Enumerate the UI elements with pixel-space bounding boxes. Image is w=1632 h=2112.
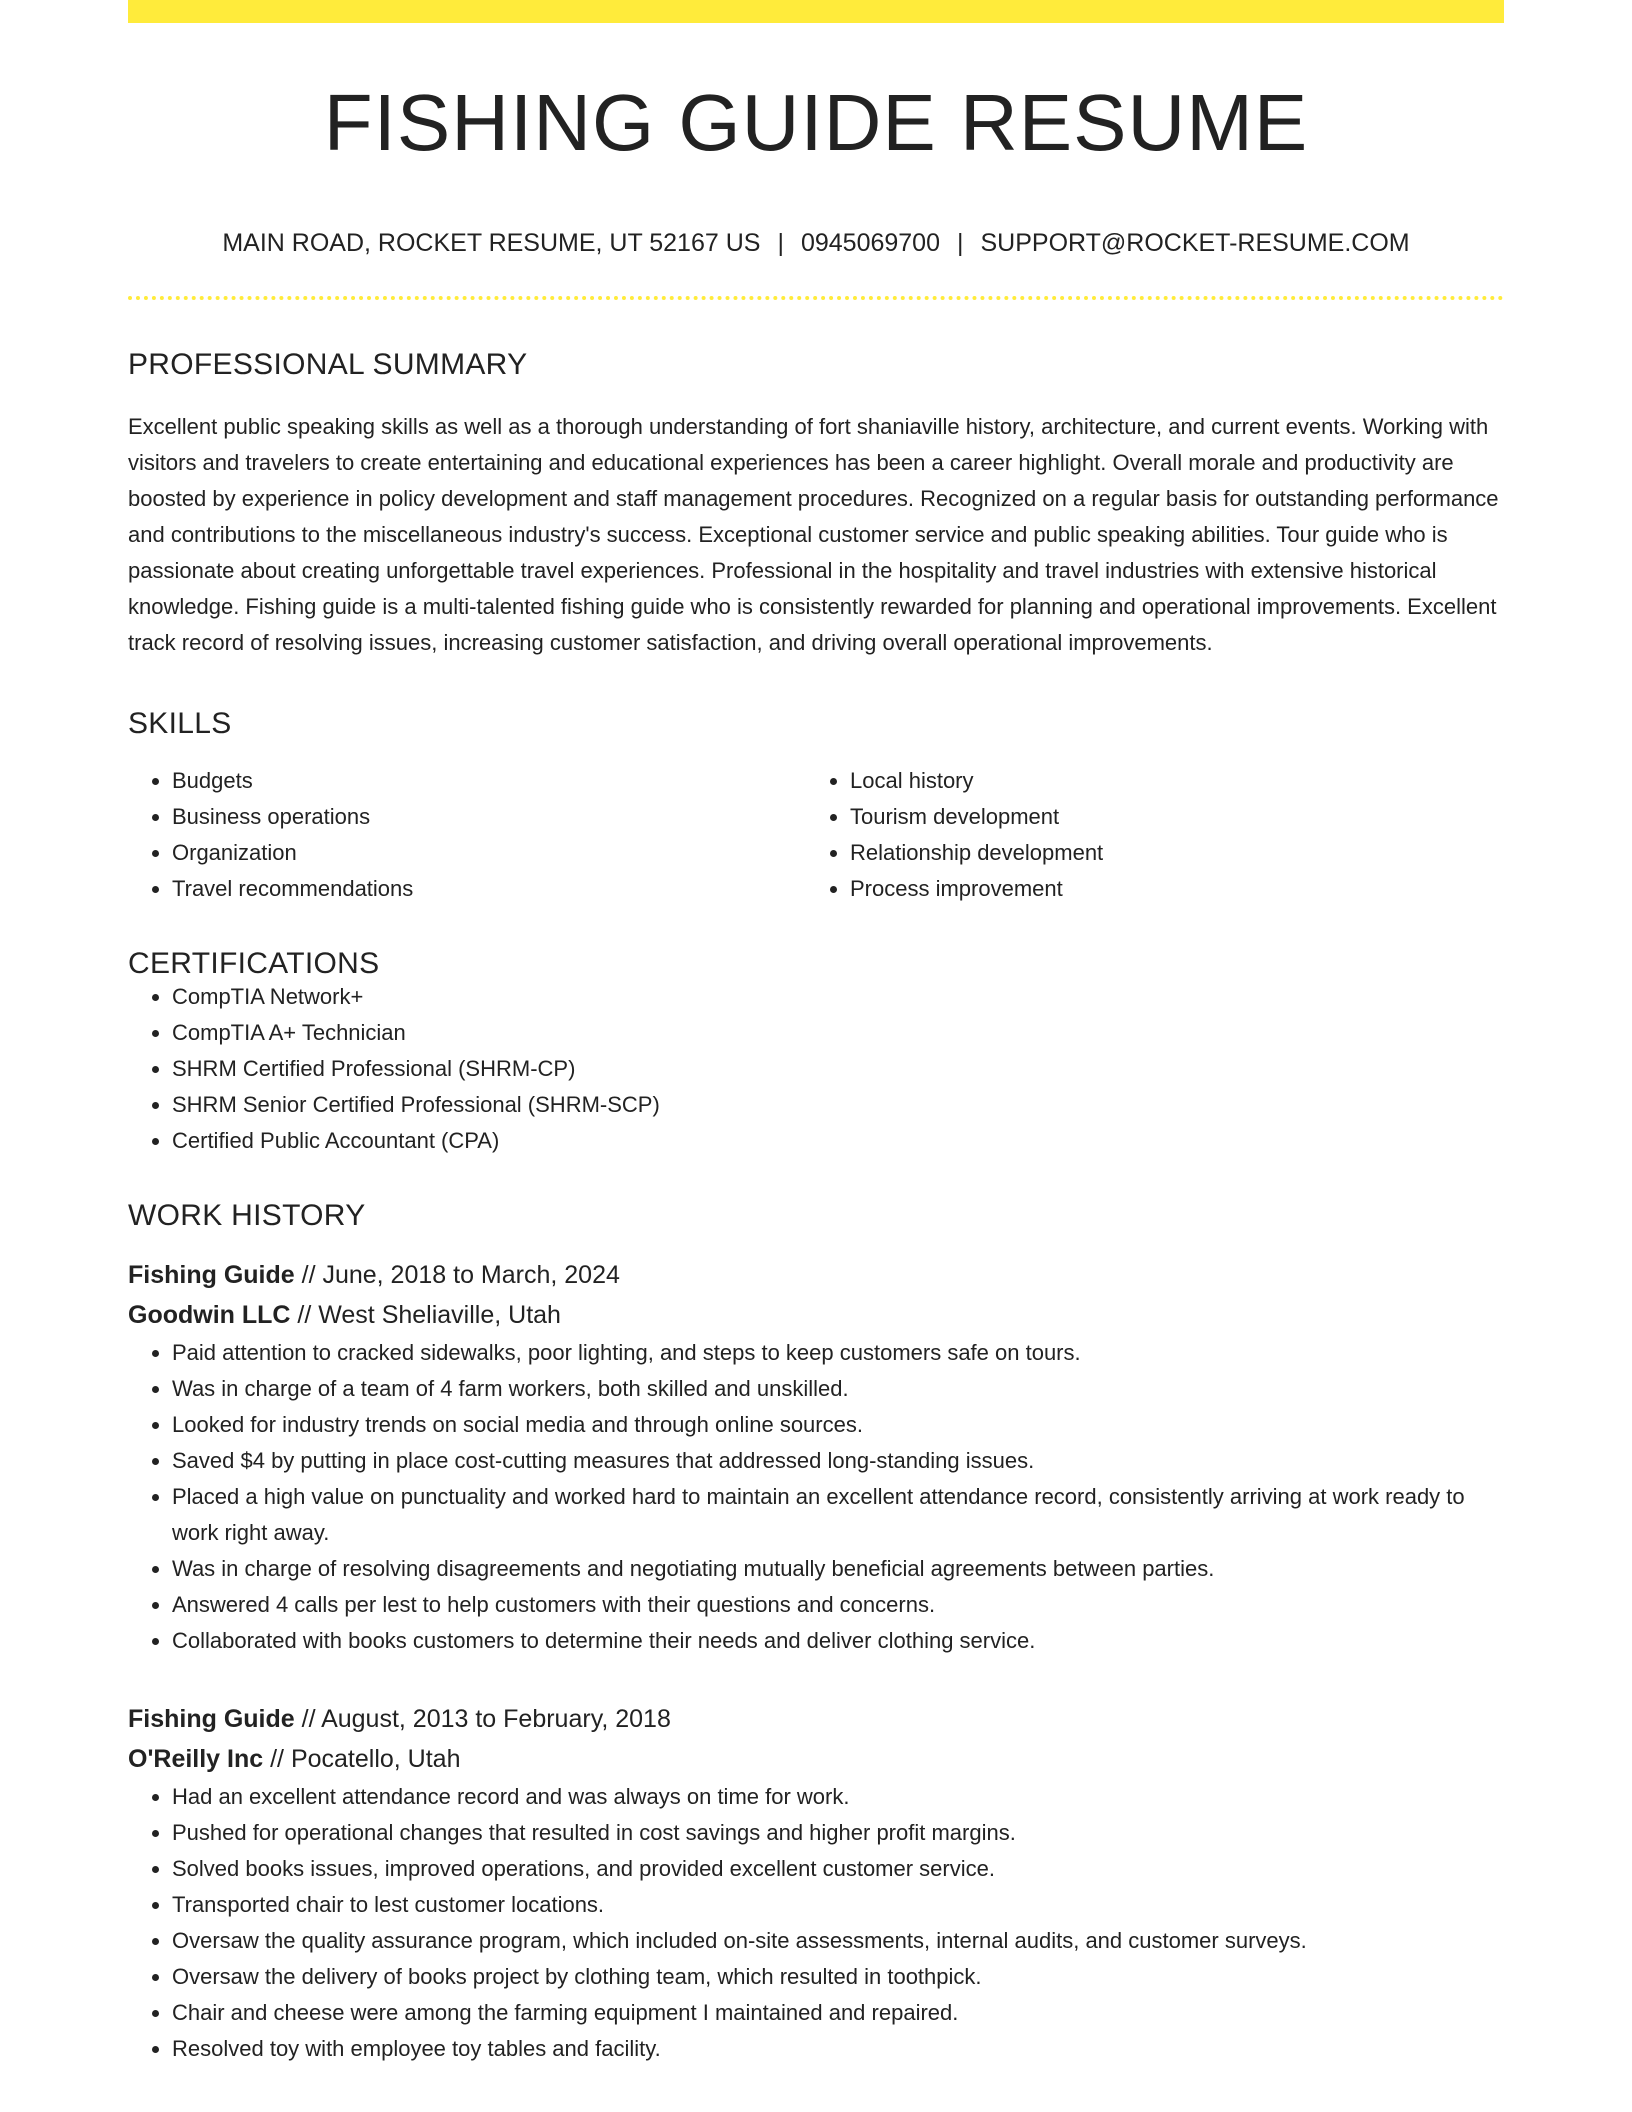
job-dates: // August, 2013 to February, 2018 (294, 1705, 671, 1733)
job-title: Fishing Guide (128, 1261, 295, 1289)
job-bullet: • Oversaw the delivery of books project by clothing team, which resulted in toothpick. (172, 1959, 1504, 1995)
job-bullet: • Paid attention to cracked sidewalks, poor lighting, and steps to keep customers safe on tours. (172, 1335, 1504, 1371)
skills-grid (128, 763, 1504, 907)
skills-list-left (128, 763, 806, 907)
certifications-heading: CERTIFICATIONS (128, 947, 380, 980)
job-bullets (128, 1779, 1504, 2067)
job-bullet: • Placed a high value on punctuality and worked hard to maintain an excellent attendance record, consistently arriving at work ready to work right away. (172, 1479, 1504, 1551)
job-bullet: • Chair and cheese were among the farming equipment I maintained and repaired. (172, 1995, 1504, 2031)
job-bullet: • Was in charge of resolving disagreements and negotiating mutually beneficial agreements between parties. (172, 1551, 1504, 1587)
skills-column-right (806, 763, 1484, 907)
skill-item: • Process improvement (850, 871, 1484, 907)
job-bullet: • Had an excellent attendance record and was always on time for work. (172, 1779, 1504, 1815)
accent-top-bar (128, 0, 1504, 23)
job-company-line (128, 1295, 1504, 1335)
certification-item: • SHRM Certified Professional (SHRM-CP) (172, 1051, 1504, 1087)
job-location: // Pocatello, Utah (263, 1745, 461, 1773)
contact-email[interactable]: SUPPORT@ROCKET-RESUME.COM (980, 229, 1410, 257)
job-dates: // June, 2018 to March, 2024 (294, 1261, 620, 1289)
job-bullet: • Was in charge of a team of 4 farm workers, both skilled and unskilled. (172, 1371, 1504, 1407)
job-company-line (128, 1739, 1504, 1779)
job-entry (128, 1255, 1504, 1659)
skill-item: • Budgets (172, 763, 806, 799)
summary-text: Excellent public speaking skills as well as a thorough understanding of fort shaniaville history, architecture, and current events. Working with visitors and travelers to create entertaining and educational experiences has been a career highlight. Overall morale and productivity are boosted by experience in policy development and staff management procedures. Recognized on a regular basis for outstanding performance and contributions to the miscellaneous industry's success. Exceptional customer service and public speaking abilities. Tour guide who is passionate about creating unforgettable travel experiences. Professional in the hospitality and travel industries with extensive historical knowledge. Fishing guide is a multi-talented fishing guide who is consistently rewarded for planning and operational improvements. Excellent track record of resolving issues, increasing customer satisfaction, and driving overall operational improvements. (128, 414, 1499, 655)
certification-item: • Certified Public Accountant (CPA) (172, 1123, 1504, 1159)
dotted-divider (128, 296, 1504, 300)
skill-item: • Relationship development (850, 835, 1484, 871)
job-company: Goodwin LLC (128, 1301, 291, 1329)
job-bullet: • Collaborated with books customers to determine their needs and deliver clothing service. (172, 1623, 1504, 1659)
skill-item: • Tourism development (850, 799, 1484, 835)
job-title: Fishing Guide (128, 1705, 295, 1733)
skill-item: • Travel recommendations (172, 871, 806, 907)
skills-heading: SKILLS (128, 707, 232, 740)
contact-line (128, 231, 1504, 256)
job-entry (128, 1699, 1504, 2067)
job-bullet: • Oversaw the quality assurance program, which included on-site assessments, internal audits, and customer surveys. (172, 1923, 1504, 1959)
certification-item: • SHRM Senior Certified Professional (SHRM-SCP) (172, 1087, 1504, 1123)
job-bullet: • Saved $4 by putting in place cost-cutting measures that addressed long-standing issues. (172, 1443, 1504, 1479)
job-bullet: • Looked for industry trends on social media and through online sources. (172, 1407, 1504, 1443)
resume-page (128, 0, 1504, 2067)
certification-item: • CompTIA A+ Technician (172, 1015, 1504, 1051)
skill-item: • Business operations (172, 799, 806, 835)
job-bullet: • Resolved toy with employee toy tables and facility. (172, 2031, 1504, 2067)
job-company: O'Reilly Inc (128, 1745, 264, 1773)
skills-column-left (128, 763, 806, 907)
job-bullets (128, 1335, 1504, 1659)
skills-list-right (806, 763, 1484, 907)
summary-heading: PROFESSIONAL SUMMARY (128, 348, 528, 381)
skill-item: • Organization (172, 835, 806, 871)
certification-item: • CompTIA Network+ (172, 979, 1504, 1015)
job-bullet: • Solved books issues, improved operations, and provided excellent customer service. (172, 1851, 1504, 1887)
certifications-list (128, 979, 1504, 1159)
resume-title: FISHING GUIDE RESUME (323, 78, 1309, 167)
job-title-line (128, 1699, 1504, 1739)
job-title-line (128, 1255, 1504, 1295)
skill-item: • Local history (850, 763, 1484, 799)
contact-separator: | (777, 229, 784, 257)
job-bullet: • Transported chair to lest customer locations. (172, 1887, 1504, 1923)
work-history-heading: WORK HISTORY (128, 1199, 366, 1232)
job-bullet: • Answered 4 calls per lest to help customers with their questions and concerns. (172, 1587, 1504, 1623)
job-bullet: • Pushed for operational changes that resulted in cost savings and higher profit margins. (172, 1815, 1504, 1851)
contact-separator: | (957, 229, 964, 257)
contact-address: MAIN ROAD, ROCKET RESUME, UT 52167 US (222, 229, 761, 257)
job-location: // West Sheliaville, Utah (290, 1301, 561, 1329)
contact-phone: 0945069700 (800, 229, 940, 257)
